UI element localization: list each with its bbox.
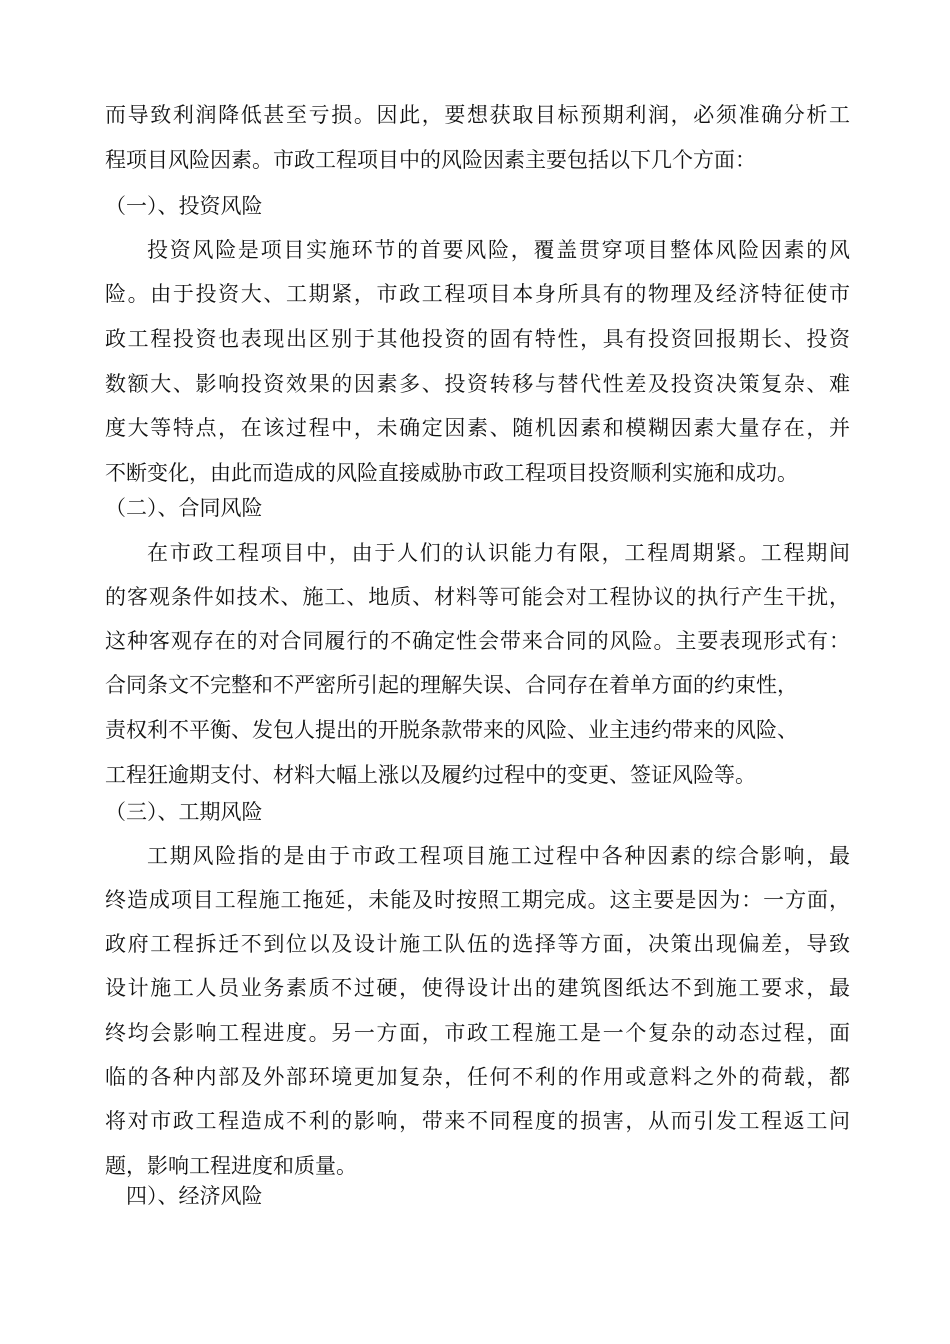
paragraph-line: 设计施工人员业务素质不过硬，使得设计出的建筑图纸达不到施工要求，最 [105,976,850,1000]
paragraph-line: 险。由于投资大、工期紧，市政工程项目本身所具有的物理及经济特征使市 [105,282,850,306]
paragraph-line: 这种客观存在的对合同履行的不确定性会带来合同的风险。主要表现形式有： [105,629,850,653]
paragraph-line: 工期风险指的是由于市政工程项目施工过程中各种因素的综合影响，最 [147,844,850,868]
section-heading-schedule: （三）、工期风险 [105,800,263,824]
paragraph-line: 终均会影响工程进度。另一方面，市政工程施工是一个复杂的动态过程，面 [105,1021,850,1045]
paragraph-line: 将对市政工程造成不利的影响，带来不同程度的损害，从而引发工程返工问 [105,1109,850,1133]
section-heading-economic: 四）、经济风险 [126,1184,263,1208]
intro-line-2: 程项目风险因素。市政工程项目中的风险因素主要包括以下几个方面： [105,148,756,172]
paragraph-line: 政工程投资也表现出区别于其他投资的固有特性，具有投资回报期长、投资 [105,327,850,351]
paragraph-line: 政府工程拆迁不到位以及设计施工队伍的选择等方面，决策出现偏差，导致 [105,932,850,956]
paragraph-line: 数额大、影响投资效果的因素多、投资转移与替代性差及投资决策复杂、难 [105,372,850,396]
paragraph-line: 不断变化，由此而造成的风险直接威胁市政工程项目投资顺利实施和成功。 [105,461,798,485]
paragraph-line: 工程狂逾期支付、材料大幅上涨以及履约过程中的变更、签证风险等。 [105,763,756,787]
paragraph-line: 度大等特点，在该过程中，未确定因素、随机因素和模糊因素大量存在，并 [105,416,850,440]
paragraph-line: 在市政工程项目中，由于人们的认识能力有限，工程周期紧。工程期间 [147,541,850,565]
paragraph-line: 合同条文不完整和不严密所引起的理解失误、合同存在着单方面的约束性， [105,673,798,697]
paragraph-line: 终造成项目工程施工拖延，未能及时按照工期完成。这主要是因为：一方面， [105,888,850,912]
paragraph-line: 投资风险是项目实施环节的首要风险，覆盖贯穿项目整体风险因素的风 [147,238,850,262]
section-heading-contract: （二）、合同风险 [105,496,263,520]
section-heading-investment: （一）、投资风险 [105,194,263,218]
paragraph-line: 题，影响工程进度和质量。 [105,1154,357,1178]
paragraph-line: 临的各种内部及外部环境更加复杂，任何不利的作用或意料之外的荷载，都 [105,1065,850,1089]
paragraph-line: 的客观条件如技术、施工、地质、材料等可能会对工程协议的执行产生干扰， [105,585,850,609]
intro-line-1: 而导致利润降低甚至亏损。因此，要想获取目标预期利润，必须准确分析工 [105,103,850,127]
paragraph-line: 责权利不平衡、发包人提出的开脱条款带来的风险、业主违约带来的风险、 [105,718,798,742]
